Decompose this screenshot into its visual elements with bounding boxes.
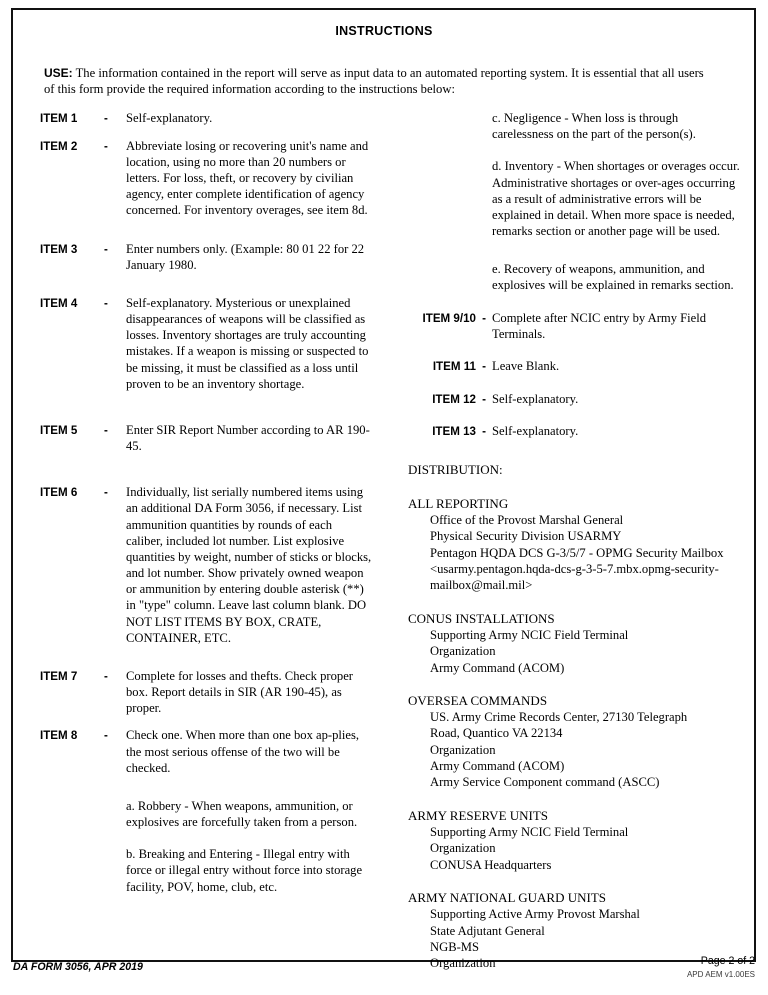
distribution-group-lines (408, 824, 756, 873)
page-title: INSTRUCTIONS (335, 24, 433, 38)
item-row (40, 110, 380, 127)
item-body: Complete after NCIC entry by Army Field Terminals. (492, 310, 707, 341)
spacer (408, 342, 756, 358)
item-body: Complete for losses and thefts. Check proper box. Report details in SIR (AR 190-45), as proper. (126, 668, 353, 716)
item-label-spacer (408, 158, 476, 159)
item-label: ITEM 5 (40, 423, 78, 437)
distribution-line: Supporting Army NCIC Field Terminal (430, 825, 629, 839)
item-row (40, 241, 380, 273)
subitem-row (408, 110, 756, 142)
subitem-d-text: d. Inventory - When shortages or overages occur. Administrative shortages or over-ages occurring as a result of administrative errors will be explained in detail. When more space is needed, remarks section or another page will be used. (492, 159, 740, 239)
item-body: Leave Blank. (492, 358, 560, 373)
spacer (408, 239, 756, 261)
spacer (408, 142, 756, 158)
item-row (40, 138, 380, 219)
item-dash: - (104, 729, 108, 743)
use-label: USE: (44, 66, 73, 80)
distribution-line: Office of the Provost Marshal General (430, 512, 624, 527)
distribution-line: Army Command (ACOM) (430, 660, 565, 675)
item-row (40, 484, 380, 646)
spacer (40, 219, 380, 241)
distribution-title: DISTRIBUTION: (408, 461, 503, 477)
spacer (408, 791, 756, 807)
distribution-line: Supporting Army NCIC Field Terminal (430, 627, 629, 642)
item-label-spacer (408, 110, 476, 111)
distribution-group-head: ARMY RESERVE UNITS (408, 807, 549, 823)
apd-version-label: APD AEM v1.00ES (686, 970, 755, 979)
spacer (40, 273, 380, 295)
spacer (40, 392, 380, 422)
item-label: ITEM 9/10 (422, 311, 476, 325)
subitem-row (40, 846, 380, 895)
distribution-group-lines (408, 627, 756, 676)
item-row (408, 310, 756, 342)
item-dash-spacer (476, 110, 492, 111)
item-label: ITEM 2 (40, 139, 78, 153)
subitem-e-text: e. Recovery of weapons, ammunition, and explosives will be explained in remarks section. (492, 262, 734, 293)
distribution-group-head: CONUS INSTALLATIONS (408, 610, 555, 626)
spacer (408, 676, 756, 692)
item-body: Self-explanatory. (126, 111, 213, 125)
item-label: ITEM 7 (40, 669, 78, 683)
item-row (408, 391, 756, 408)
subitem-row (408, 261, 756, 293)
distribution-line: Organization (430, 841, 496, 856)
item-dash: - (482, 311, 486, 325)
item-row (40, 422, 380, 454)
distribution-line: Organization (430, 742, 496, 757)
distribution-line: Road, Quantico VA 22134 (430, 726, 563, 741)
distribution-group (408, 495, 756, 594)
item-body: Check one. When more than one box ap-plies, the most serious offense of the two will be checked. (126, 728, 360, 775)
distribution-group (408, 807, 756, 873)
spacer (40, 127, 380, 138)
subitem-c-text: c. Negligence - When loss is through carelessness on the part of the person(s). (492, 111, 696, 142)
item-label-spacer (40, 798, 96, 799)
spacer (40, 716, 380, 727)
item-body: Abbreviate losing or recovering unit's name and location, using no more than 20 numbers or letters. For loss, theft, or recovery by civilian agency, enter complete identification of agency concerned. For inventory overages, see item 8d. (126, 138, 369, 218)
item-dash: - (482, 392, 486, 406)
distribution-line: Physical Security Division USARMY (430, 529, 622, 544)
item-row (408, 423, 756, 440)
item-row (40, 295, 380, 392)
form-id-label: DA FORM 3056, APR 2019 (13, 961, 143, 973)
use-text: The information contained in the report will serve as input data to an automated reporting system. It is essential that all users of this form provide the required information according to the instructions below: (44, 66, 704, 97)
item-dash: - (104, 296, 108, 310)
distribution-group-head: ALL REPORTING (408, 495, 509, 511)
item-label: ITEM 12 (432, 392, 476, 406)
distribution-line: NGB-MS (430, 939, 479, 954)
item-dash-spacer (96, 798, 126, 799)
item-row (40, 727, 380, 776)
item-label-spacer (40, 846, 96, 847)
item-label: ITEM 3 (40, 242, 78, 256)
distribution-section (408, 462, 756, 972)
distribution-group-lines (408, 709, 756, 791)
distribution-line: Army Service Component command (ASCC) (430, 775, 660, 790)
spacer (408, 407, 756, 423)
subitem-row (40, 798, 380, 830)
spacer (40, 776, 380, 798)
item-dash: - (104, 112, 108, 125)
item-dash: - (104, 486, 108, 500)
left-column (40, 110, 380, 895)
subitem-a-text: a. Robbery - When weapons, ammunition, or explosives are forcefully taken from a person. (126, 798, 358, 830)
item-body: Self-explanatory. Mysterious or unexplained disappearances of weapons will be classified as losses. Inventory shortages are truly accounting mistakes. If a weapon is missing or suspected to be missing, it must be classified as a loss until proven to be an inventory shortage. (126, 295, 369, 391)
distribution-line: <usarmy.pentagon.hqda-dcs-g-3-5-7.mbx.opmg-security- (430, 561, 719, 576)
use-paragraph (44, 65, 716, 97)
spacer (40, 454, 380, 484)
subitem-row (408, 158, 756, 239)
item-dash: - (482, 425, 486, 439)
item-dash: - (104, 669, 108, 683)
item-label: ITEM 4 (40, 296, 78, 310)
spacer (408, 294, 756, 310)
right-column (408, 110, 756, 972)
distribution-line: mailbox@mail.mil> (430, 578, 533, 593)
page-number-label: Page 2 of 2 (700, 955, 755, 967)
spacer (408, 375, 756, 391)
distribution-group-lines (408, 512, 756, 594)
subitem-b-text: b. Breaking and Entering - Illegal entry with force or illegal entry without force into storage facility, POV, home, club, etc. (126, 847, 363, 894)
spacer (408, 873, 756, 889)
item-dash: - (104, 139, 108, 153)
distribution-group (408, 610, 756, 676)
distribution-line: US. Army Crime Records Center, 27130 Telegraph (430, 710, 688, 725)
item-label-spacer (408, 261, 476, 262)
item-dash-spacer (476, 158, 492, 159)
distribution-group (408, 692, 756, 791)
item-label: ITEM 11 (432, 359, 476, 373)
distribution-line: Pentagon HQDA DCS G-3/5/7 - OPMG Security Mailbox (430, 545, 724, 560)
item-body: Self-explanatory. (492, 391, 579, 406)
spacer (40, 646, 380, 668)
spacer (40, 830, 380, 846)
spacer (408, 594, 756, 610)
distribution-line: State Adjutant General (430, 923, 545, 938)
item-label: ITEM 8 (40, 729, 78, 743)
item-body: Enter SIR Report Number according to AR 190-45. (126, 422, 370, 454)
distribution-line: CONUSA Headquarters (430, 857, 552, 872)
distribution-group-head: ARMY NATIONAL GUARD UNITS (408, 890, 607, 906)
distribution-line: Army Command (ACOM) (430, 759, 565, 774)
item-dash: - (104, 242, 108, 256)
distribution-line: Organization (430, 956, 496, 971)
item-body: Self-explanatory. (492, 424, 579, 439)
distribution-line: Organization (430, 644, 496, 659)
item-label: ITEM 6 (40, 486, 78, 500)
item-body: Enter numbers only. (Example: 80 01 22 for 22 January 1980. (126, 241, 365, 272)
item-dash-spacer (476, 261, 492, 262)
item-row (40, 668, 380, 717)
item-label: ITEM 13 (432, 425, 476, 439)
item-dash: - (104, 423, 108, 437)
item-dash: - (482, 359, 486, 373)
item-body: Individually, list serially numbered items using an additional DA Form 3056, if necessary. List ammunition quantities by rounds of each caliber, included lot number. List explosive quantities by weight, number of sticks or blocks, and lot number. Show privately owned weapon or ammunition by entering double asterisk (**) in "type" column. Leave last column blank. DO NOT LIST ITEMS BY BOX, CRATE, CONTAINER, ETC. (126, 485, 372, 645)
item-dash-spacer (96, 846, 126, 847)
item-row (408, 358, 756, 375)
distribution-group-head: OVERSEA COMMANDS (408, 692, 548, 708)
item-label: ITEM 1 (40, 112, 78, 125)
spacer (408, 479, 756, 495)
spacer (408, 440, 756, 462)
distribution-line: Supporting Active Army Provost Marshal (430, 907, 640, 922)
